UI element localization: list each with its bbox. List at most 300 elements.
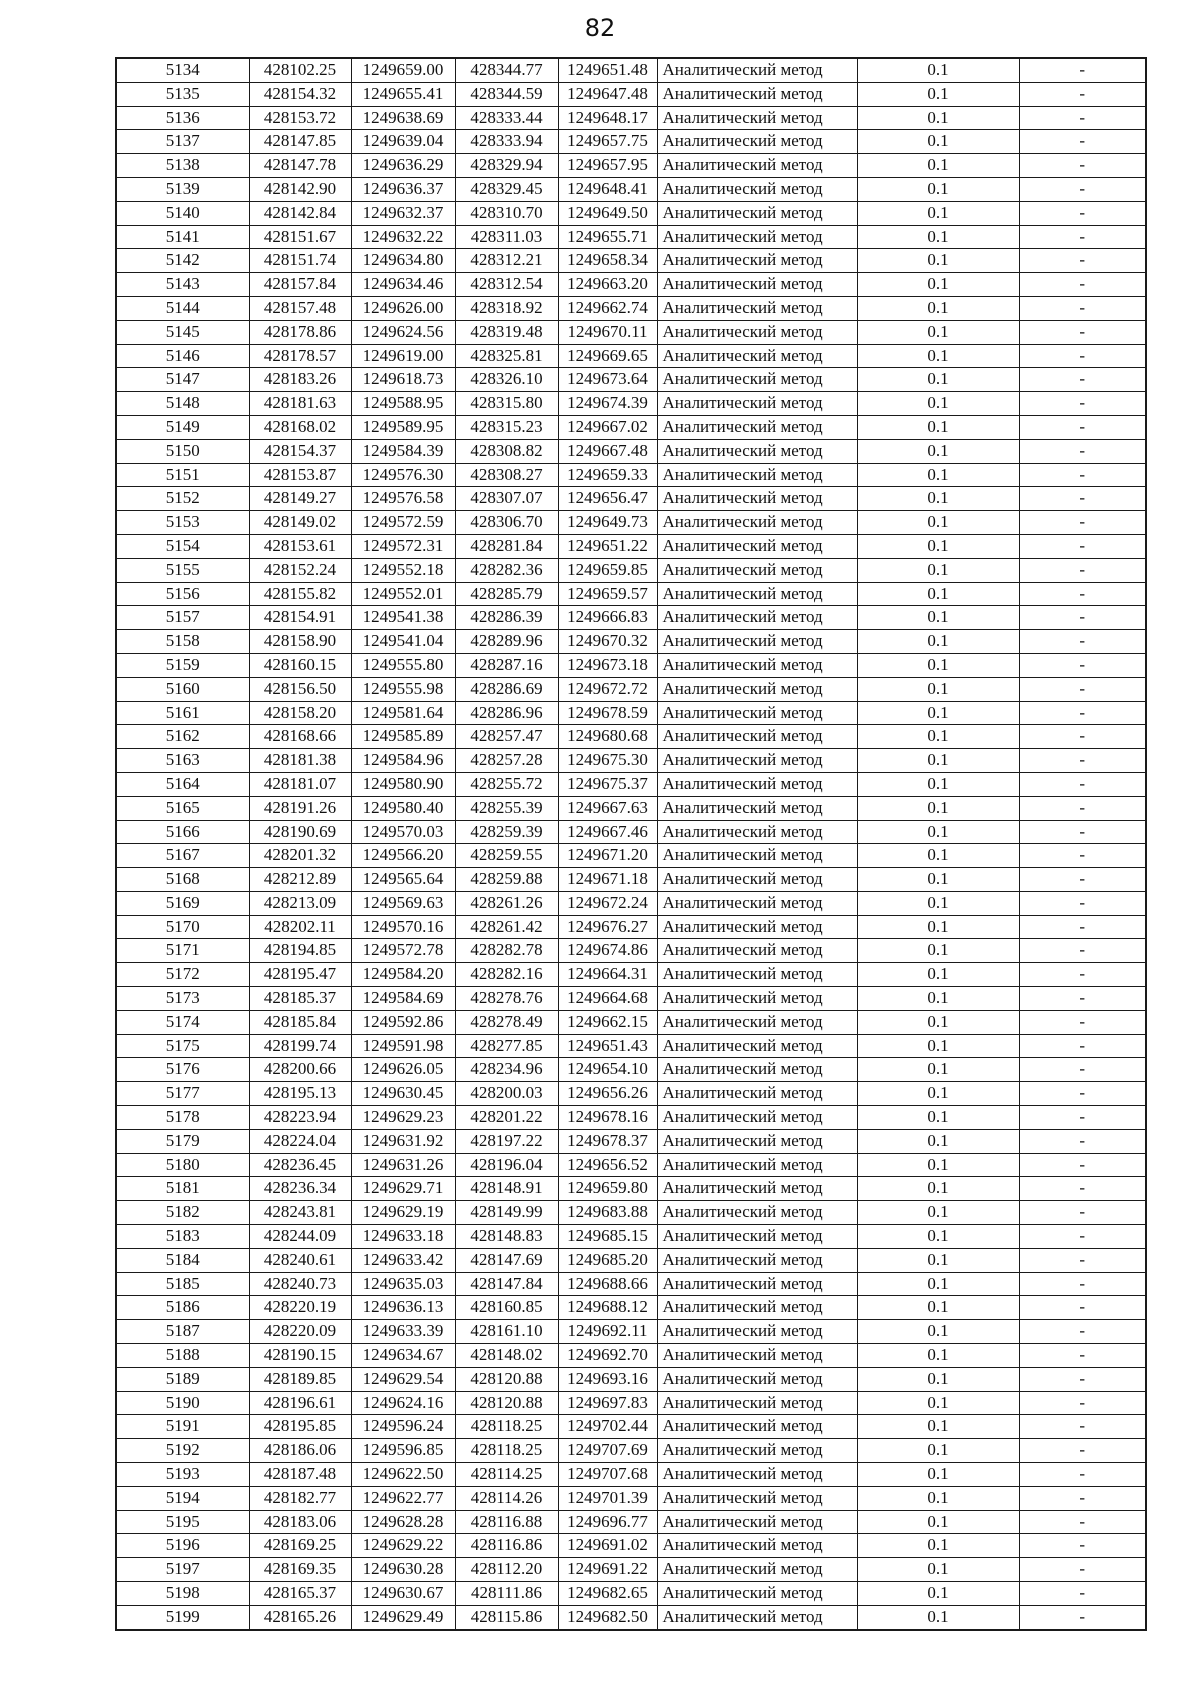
y1-cell: 1249576.58 [351, 487, 455, 511]
y2-cell: 1249680.68 [558, 725, 657, 749]
x1-cell: 428212.89 [249, 868, 351, 892]
method-cell: Аналитический метод [657, 844, 857, 868]
accuracy-cell: 0.1 [857, 82, 1019, 106]
accuracy-cell: 0.1 [857, 701, 1019, 725]
x2-cell: 428120.88 [455, 1391, 558, 1415]
accuracy-cell: 0.1 [857, 344, 1019, 368]
table-row [116, 415, 1146, 439]
y2-cell: 1249655.71 [558, 225, 657, 249]
x1-cell: 428142.84 [249, 201, 351, 225]
note-cell: - [1019, 987, 1146, 1011]
point-number-cell: 5144 [116, 296, 249, 320]
accuracy-cell: 0.1 [857, 1320, 1019, 1344]
method-cell: Аналитический метод [657, 296, 857, 320]
point-number-cell: 5184 [116, 1248, 249, 1272]
y1-cell: 1249572.31 [351, 534, 455, 558]
x2-cell: 428116.88 [455, 1510, 558, 1534]
accuracy-cell: 0.1 [857, 772, 1019, 796]
y1-cell: 1249570.16 [351, 915, 455, 939]
y2-cell: 1249682.65 [558, 1582, 657, 1606]
x2-cell: 428315.23 [455, 415, 558, 439]
table-row [116, 1082, 1146, 1106]
x1-cell: 428168.66 [249, 725, 351, 749]
point-number-cell: 5195 [116, 1510, 249, 1534]
x2-cell: 428282.16 [455, 963, 558, 987]
x1-cell: 428236.45 [249, 1153, 351, 1177]
accuracy-cell: 0.1 [857, 1605, 1019, 1629]
x2-cell: 428200.03 [455, 1082, 558, 1106]
y1-cell: 1249622.77 [351, 1486, 455, 1510]
accuracy-cell: 0.1 [857, 130, 1019, 154]
accuracy-cell: 0.1 [857, 582, 1019, 606]
x1-cell: 428169.35 [249, 1558, 351, 1582]
accuracy-cell: 0.1 [857, 749, 1019, 773]
point-number-cell: 5153 [116, 511, 249, 535]
note-cell: - [1019, 701, 1146, 725]
y2-cell: 1249666.83 [558, 606, 657, 630]
y2-cell: 1249678.16 [558, 1106, 657, 1130]
accuracy-cell: 0.1 [857, 1153, 1019, 1177]
x2-cell: 428285.79 [455, 582, 558, 606]
point-number-cell: 5199 [116, 1605, 249, 1629]
x2-cell: 428282.78 [455, 939, 558, 963]
x2-cell: 428112.20 [455, 1558, 558, 1582]
method-cell: Аналитический метод [657, 915, 857, 939]
x1-cell: 428200.66 [249, 1058, 351, 1082]
x2-cell: 428148.02 [455, 1344, 558, 1368]
x2-cell: 428308.27 [455, 463, 558, 487]
x1-cell: 428183.06 [249, 1510, 351, 1534]
x1-cell: 428190.69 [249, 820, 351, 844]
x2-cell: 428259.88 [455, 868, 558, 892]
table-row [116, 1296, 1146, 1320]
y1-cell: 1249633.18 [351, 1225, 455, 1249]
method-cell: Аналитический метод [657, 1106, 857, 1130]
accuracy-cell: 0.1 [857, 177, 1019, 201]
point-number-cell: 5145 [116, 320, 249, 344]
x1-cell: 428236.34 [249, 1177, 351, 1201]
y1-cell: 1249596.24 [351, 1415, 455, 1439]
y1-cell: 1249634.46 [351, 273, 455, 297]
x2-cell: 428325.81 [455, 344, 558, 368]
point-number-cell: 5187 [116, 1320, 249, 1344]
x1-cell: 428187.48 [249, 1463, 351, 1487]
accuracy-cell: 0.1 [857, 1082, 1019, 1106]
y1-cell: 1249552.18 [351, 558, 455, 582]
y1-cell: 1249629.19 [351, 1201, 455, 1225]
point-number-cell: 5162 [116, 725, 249, 749]
note-cell: - [1019, 1034, 1146, 1058]
accuracy-cell: 0.1 [857, 1248, 1019, 1272]
x2-cell: 428255.72 [455, 772, 558, 796]
table-row [116, 558, 1146, 582]
method-cell: Аналитический метод [657, 130, 857, 154]
point-number-cell: 5186 [116, 1296, 249, 1320]
note-cell: - [1019, 1082, 1146, 1106]
table-row [116, 82, 1146, 106]
note-cell: - [1019, 1367, 1146, 1391]
method-cell: Аналитический метод [657, 1272, 857, 1296]
x2-cell: 428115.86 [455, 1605, 558, 1629]
method-cell: Аналитический метод [657, 1034, 857, 1058]
point-number-cell: 5164 [116, 772, 249, 796]
table-row [116, 749, 1146, 773]
y1-cell: 1249655.41 [351, 82, 455, 106]
accuracy-cell: 0.1 [857, 653, 1019, 677]
y2-cell: 1249675.30 [558, 749, 657, 773]
accuracy-cell: 0.1 [857, 1296, 1019, 1320]
x1-cell: 428220.19 [249, 1296, 351, 1320]
method-cell: Аналитический метод [657, 249, 857, 273]
x1-cell: 428244.09 [249, 1225, 351, 1249]
accuracy-cell: 0.1 [857, 368, 1019, 392]
note-cell: - [1019, 1129, 1146, 1153]
y2-cell: 1249673.64 [558, 368, 657, 392]
y2-cell: 1249688.12 [558, 1296, 657, 1320]
x2-cell: 428278.76 [455, 987, 558, 1011]
x2-cell: 428282.36 [455, 558, 558, 582]
y1-cell: 1249584.69 [351, 987, 455, 1011]
point-number-cell: 5165 [116, 796, 249, 820]
accuracy-cell: 0.1 [857, 677, 1019, 701]
table-row [116, 725, 1146, 749]
table-row [116, 653, 1146, 677]
method-cell: Аналитический метод [657, 392, 857, 416]
method-cell: Аналитический метод [657, 772, 857, 796]
y2-cell: 1249659.85 [558, 558, 657, 582]
y2-cell: 1249651.48 [558, 58, 657, 82]
page-number: 82 [584, 14, 616, 42]
point-number-cell: 5160 [116, 677, 249, 701]
note-cell: - [1019, 1010, 1146, 1034]
x2-cell: 428114.26 [455, 1486, 558, 1510]
point-number-cell: 5148 [116, 392, 249, 416]
note-cell: - [1019, 1296, 1146, 1320]
y2-cell: 1249692.70 [558, 1344, 657, 1368]
y1-cell: 1249630.28 [351, 1558, 455, 1582]
method-cell: Аналитический метод [657, 1082, 857, 1106]
point-number-cell: 5193 [116, 1463, 249, 1487]
note-cell: - [1019, 1486, 1146, 1510]
x1-cell: 428202.11 [249, 915, 351, 939]
table-row [116, 1153, 1146, 1177]
table-row [116, 392, 1146, 416]
note-cell: - [1019, 1201, 1146, 1225]
x2-cell: 428257.28 [455, 749, 558, 773]
point-number-cell: 5177 [116, 1082, 249, 1106]
y1-cell: 1249541.38 [351, 606, 455, 630]
note-cell: - [1019, 1177, 1146, 1201]
accuracy-cell: 0.1 [857, 1344, 1019, 1368]
note-cell: - [1019, 606, 1146, 630]
x2-cell: 428277.85 [455, 1034, 558, 1058]
point-number-cell: 5170 [116, 915, 249, 939]
y1-cell: 1249566.20 [351, 844, 455, 868]
y1-cell: 1249636.37 [351, 177, 455, 201]
x1-cell: 428156.50 [249, 677, 351, 701]
x1-cell: 428152.24 [249, 558, 351, 582]
x2-cell: 428329.45 [455, 177, 558, 201]
accuracy-cell: 0.1 [857, 1272, 1019, 1296]
y2-cell: 1249673.18 [558, 653, 657, 677]
y1-cell: 1249624.56 [351, 320, 455, 344]
x1-cell: 428189.85 [249, 1367, 351, 1391]
accuracy-cell: 0.1 [857, 1534, 1019, 1558]
method-cell: Аналитический метод [657, 511, 857, 535]
point-number-cell: 5169 [116, 891, 249, 915]
point-number-cell: 5182 [116, 1201, 249, 1225]
method-cell: Аналитический метод [657, 1439, 857, 1463]
y2-cell: 1249670.11 [558, 320, 657, 344]
point-number-cell: 5179 [116, 1129, 249, 1153]
x2-cell: 428147.84 [455, 1272, 558, 1296]
table-row [116, 1367, 1146, 1391]
y2-cell: 1249696.77 [558, 1510, 657, 1534]
x2-cell: 428111.86 [455, 1582, 558, 1606]
method-cell: Аналитический метод [657, 415, 857, 439]
table-row [116, 201, 1146, 225]
method-cell: Аналитический метод [657, 58, 857, 82]
method-cell: Аналитический метод [657, 320, 857, 344]
note-cell: - [1019, 1439, 1146, 1463]
method-cell: Аналитический метод [657, 558, 857, 582]
method-cell: Аналитический метод [657, 1225, 857, 1249]
x1-cell: 428213.09 [249, 891, 351, 915]
accuracy-cell: 0.1 [857, 1201, 1019, 1225]
table-row [116, 582, 1146, 606]
accuracy-cell: 0.1 [857, 273, 1019, 297]
y2-cell: 1249667.63 [558, 796, 657, 820]
point-number-cell: 5136 [116, 106, 249, 130]
x2-cell: 428160.85 [455, 1296, 558, 1320]
y1-cell: 1249638.69 [351, 106, 455, 130]
x1-cell: 428142.90 [249, 177, 351, 201]
note-cell: - [1019, 511, 1146, 535]
x1-cell: 428178.57 [249, 344, 351, 368]
point-number-cell: 5146 [116, 344, 249, 368]
x1-cell: 428178.86 [249, 320, 351, 344]
note-cell: - [1019, 296, 1146, 320]
note-cell: - [1019, 201, 1146, 225]
accuracy-cell: 0.1 [857, 58, 1019, 82]
accuracy-cell: 0.1 [857, 725, 1019, 749]
accuracy-cell: 0.1 [857, 1463, 1019, 1487]
point-number-cell: 5168 [116, 868, 249, 892]
point-number-cell: 5161 [116, 701, 249, 725]
accuracy-cell: 0.1 [857, 820, 1019, 844]
method-cell: Аналитический метод [657, 82, 857, 106]
x1-cell: 428155.82 [249, 582, 351, 606]
y1-cell: 1249634.67 [351, 1344, 455, 1368]
y2-cell: 1249667.02 [558, 415, 657, 439]
table-row [116, 1391, 1146, 1415]
x1-cell: 428195.13 [249, 1082, 351, 1106]
table-row [116, 915, 1146, 939]
accuracy-cell: 0.1 [857, 1129, 1019, 1153]
x1-cell: 428182.77 [249, 1486, 351, 1510]
x2-cell: 428326.10 [455, 368, 558, 392]
point-number-cell: 5189 [116, 1367, 249, 1391]
point-number-cell: 5155 [116, 558, 249, 582]
y1-cell: 1249584.96 [351, 749, 455, 773]
point-number-cell: 5185 [116, 1272, 249, 1296]
point-number-cell: 5166 [116, 820, 249, 844]
x1-cell: 428147.85 [249, 130, 351, 154]
x1-cell: 428220.09 [249, 1320, 351, 1344]
point-number-cell: 5157 [116, 606, 249, 630]
y2-cell: 1249647.48 [558, 82, 657, 106]
x2-cell: 428315.80 [455, 392, 558, 416]
x2-cell: 428118.25 [455, 1439, 558, 1463]
note-cell: - [1019, 1272, 1146, 1296]
x1-cell: 428157.84 [249, 273, 351, 297]
table-row [116, 1272, 1146, 1296]
y2-cell: 1249651.22 [558, 534, 657, 558]
accuracy-cell: 0.1 [857, 1367, 1019, 1391]
x2-cell: 428319.48 [455, 320, 558, 344]
point-number-cell: 5147 [116, 368, 249, 392]
x2-cell: 428329.94 [455, 154, 558, 178]
note-cell: - [1019, 344, 1146, 368]
table-row [116, 463, 1146, 487]
point-number-cell: 5174 [116, 1010, 249, 1034]
y2-cell: 1249656.47 [558, 487, 657, 511]
note-cell: - [1019, 154, 1146, 178]
accuracy-cell: 0.1 [857, 915, 1019, 939]
point-number-cell: 5181 [116, 1177, 249, 1201]
accuracy-cell: 0.1 [857, 630, 1019, 654]
x1-cell: 428243.81 [249, 1201, 351, 1225]
x2-cell: 428289.96 [455, 630, 558, 654]
point-number-cell: 5156 [116, 582, 249, 606]
method-cell: Аналитический метод [657, 820, 857, 844]
x1-cell: 428195.47 [249, 963, 351, 987]
method-cell: Аналитический метод [657, 1058, 857, 1082]
x2-cell: 428312.54 [455, 273, 558, 297]
y2-cell: 1249659.33 [558, 463, 657, 487]
table-row [116, 772, 1146, 796]
y1-cell: 1249626.05 [351, 1058, 455, 1082]
y1-cell: 1249628.28 [351, 1510, 455, 1534]
note-cell: - [1019, 1106, 1146, 1130]
x1-cell: 428183.26 [249, 368, 351, 392]
note-cell: - [1019, 772, 1146, 796]
y2-cell: 1249674.39 [558, 392, 657, 416]
y1-cell: 1249572.78 [351, 939, 455, 963]
table-row [116, 796, 1146, 820]
point-number-cell: 5158 [116, 630, 249, 654]
accuracy-cell: 0.1 [857, 868, 1019, 892]
y2-cell: 1249648.41 [558, 177, 657, 201]
accuracy-cell: 0.1 [857, 1106, 1019, 1130]
x2-cell: 428261.26 [455, 891, 558, 915]
x1-cell: 428147.78 [249, 154, 351, 178]
y2-cell: 1249675.37 [558, 772, 657, 796]
y1-cell: 1249580.90 [351, 772, 455, 796]
y1-cell: 1249632.37 [351, 201, 455, 225]
x2-cell: 428261.42 [455, 915, 558, 939]
y2-cell: 1249678.37 [558, 1129, 657, 1153]
accuracy-cell: 0.1 [857, 463, 1019, 487]
method-cell: Аналитический метод [657, 487, 857, 511]
accuracy-cell: 0.1 [857, 1439, 1019, 1463]
x2-cell: 428196.04 [455, 1153, 558, 1177]
point-number-cell: 5159 [116, 653, 249, 677]
point-number-cell: 5175 [116, 1034, 249, 1058]
table-row [116, 273, 1146, 297]
method-cell: Аналитический метод [657, 1129, 857, 1153]
x2-cell: 428197.22 [455, 1129, 558, 1153]
accuracy-cell: 0.1 [857, 796, 1019, 820]
note-cell: - [1019, 1463, 1146, 1487]
x2-cell: 428149.99 [455, 1201, 558, 1225]
note-cell: - [1019, 368, 1146, 392]
y1-cell: 1249629.23 [351, 1106, 455, 1130]
method-cell: Аналитический метод [657, 630, 857, 654]
table-row [116, 1248, 1146, 1272]
point-number-cell: 5152 [116, 487, 249, 511]
x1-cell: 428223.94 [249, 1106, 351, 1130]
method-cell: Аналитический метод [657, 201, 857, 225]
accuracy-cell: 0.1 [857, 606, 1019, 630]
note-cell: - [1019, 1320, 1146, 1344]
table-row [116, 130, 1146, 154]
point-number-cell: 5183 [116, 1225, 249, 1249]
method-cell: Аналитический метод [657, 1367, 857, 1391]
x2-cell: 428234.96 [455, 1058, 558, 1082]
y2-cell: 1249649.73 [558, 511, 657, 535]
note-cell: - [1019, 1415, 1146, 1439]
note-cell: - [1019, 939, 1146, 963]
x2-cell: 428147.69 [455, 1248, 558, 1272]
note-cell: - [1019, 82, 1146, 106]
y2-cell: 1249656.26 [558, 1082, 657, 1106]
note-cell: - [1019, 487, 1146, 511]
y2-cell: 1249685.15 [558, 1225, 657, 1249]
x1-cell: 428153.61 [249, 534, 351, 558]
table-row [116, 1439, 1146, 1463]
note-cell: - [1019, 1391, 1146, 1415]
accuracy-cell: 0.1 [857, 487, 1019, 511]
x2-cell: 428311.03 [455, 225, 558, 249]
method-cell: Аналитический метод [657, 1344, 857, 1368]
x2-cell: 428259.55 [455, 844, 558, 868]
note-cell: - [1019, 439, 1146, 463]
accuracy-cell: 0.1 [857, 154, 1019, 178]
table-row [116, 106, 1146, 130]
method-cell: Аналитический метод [657, 177, 857, 201]
x1-cell: 428194.85 [249, 939, 351, 963]
x1-cell: 428201.32 [249, 844, 351, 868]
x1-cell: 428158.20 [249, 701, 351, 725]
x2-cell: 428308.82 [455, 439, 558, 463]
note-cell: - [1019, 534, 1146, 558]
y2-cell: 1249649.50 [558, 201, 657, 225]
point-number-cell: 5196 [116, 1534, 249, 1558]
x2-cell: 428201.22 [455, 1106, 558, 1130]
point-number-cell: 5150 [116, 439, 249, 463]
method-cell: Аналитический метод [657, 1248, 857, 1272]
x1-cell: 428151.74 [249, 249, 351, 273]
y1-cell: 1249570.03 [351, 820, 455, 844]
y2-cell: 1249672.72 [558, 677, 657, 701]
y2-cell: 1249692.11 [558, 1320, 657, 1344]
method-cell: Аналитический метод [657, 653, 857, 677]
x2-cell: 428259.39 [455, 820, 558, 844]
note-cell: - [1019, 630, 1146, 654]
x2-cell: 428306.70 [455, 511, 558, 535]
y2-cell: 1249659.80 [558, 1177, 657, 1201]
